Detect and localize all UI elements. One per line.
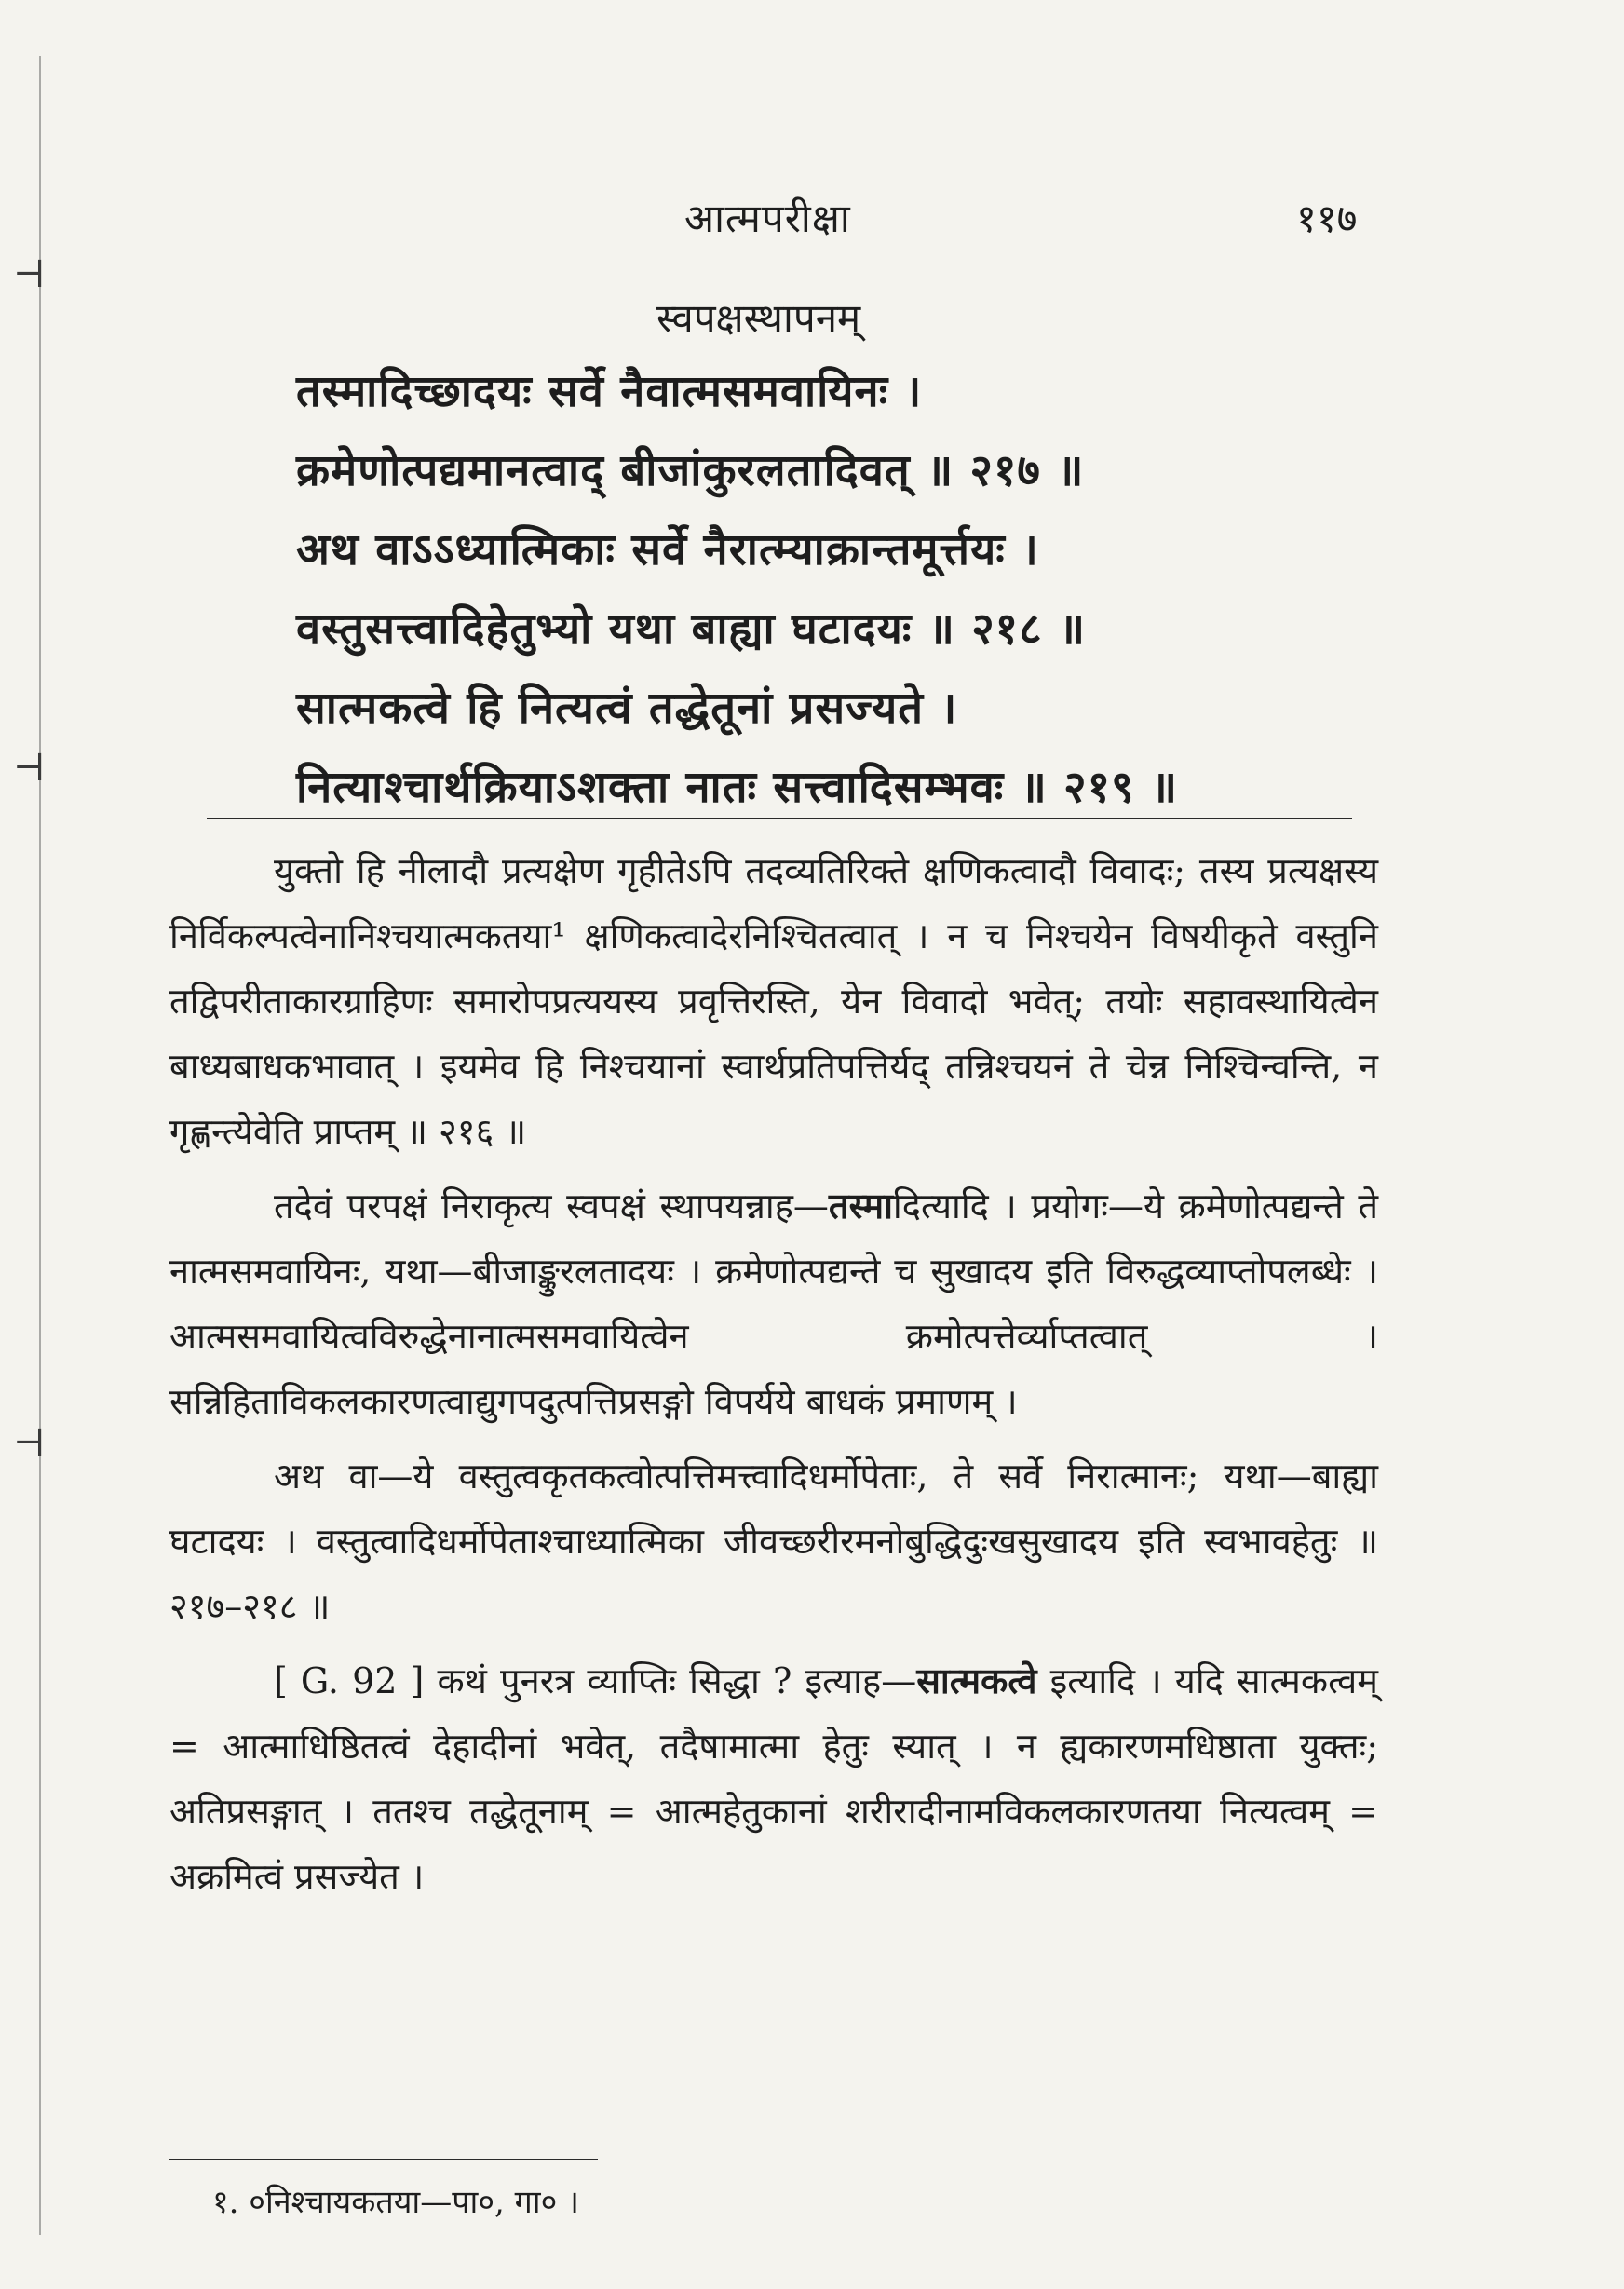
commentary-text: दित्यादि । प्रयोगः—ये क्रमेणोत्पद्यन्ते ते नात्मसमवायिनः, यथा—बीजाङ्कुरलतादयः । क्रमेणोत्पद्यन्ते च सुखादय इति विरुद्धव्याप्तोपलब्धेः । आत्मसमवायित्वविरुद्धेनानात्मसमवायित्वेन क्रमोत्पत्तेर्व्याप्तत्वात् । सन्निहिताविकलकारणत्वाद्युगपदुत्पत्तिप्रसङ्गो विपर्यये बाधकं प्रमाणम् । — [169, 1185, 1378, 1422]
verse-reference: तस्मा — [828, 1185, 893, 1226]
commentary-paragraph — [169, 1648, 1378, 1909]
commentary-paragraph: युक्तो हि नीलादौ प्रत्यक्षेण गृहीतेऽपि तदव्यतिरिक्ते क्षणिकत्वादौ विवादः; तस्य प्रत्यक्षस्य निर्विकल्पत्वेनानिश्चयात्मकतया¹ क्षणिकत्वादेरनिश्चितत्वात् । न च निश्चयेन विषयीकृते वस्तुनि तद्विपरीताकारग्राहिणः समारोपप्रत्ययस्य प्रवृत्तिरस्ति, येन विवादो भवेत्; तयोः सहावस्थायित्वेन बाध्यबाधकभावात् । इयमेव हि निश्चयानां स्वार्थप्रतिपत्तिर्यद् तन्निश्चयनं ते चेन्न निश्चिन्वन्ति, न गृह्णन्त्येवेति प्राप्तम् ॥ २१६ ॥ — [169, 850, 1378, 1152]
verse-line: सात्मकत्वे हि नित्यत्वं तद्धेतूनां प्रसज्यते । — [296, 683, 958, 734]
commentary-paragraph: अथ वा—ये वस्तुत्वकृतकत्वोत्पत्तिमत्त्वादिधर्मोपेताः, ते सर्वे निरात्मानः; यथा—बाह्या घटादयः । वस्तुत्वादिधर्मोपेताश्चाध्यात्मिका जीवच्छरीरमनोबुद्धिदुःखसुखादय इति स्वभावहेतुः ॥ २१७–२१८ ॥ — [169, 1456, 1378, 1627]
commentary-text: इत्यादि । यदि सात्मकत्वम् = आत्माधिष्ठितत्वं देहादीनां भवेत्, तदैषामात्मा हेतुः स्यात् । न ह्यकारणमधिष्ठाता युक्तः; अतिप्रसङ्गात् । ततश्च तद्धेतूनाम् = आत्महेतुकानां शरीरादीनामविकलकारणतया नित्यत्वम् = अक्रमित्वं प्रसज्येत । — [169, 1660, 1378, 1897]
commentary-text: तदेवं परपक्षं निराकृत्य स्वपक्षं स्थापयन्नाह— — [274, 1185, 829, 1226]
verse-line: नित्याश्चार्थक्रियाऽशक्ता नातः सत्त्वादिसम्भवः ॥ २१९ ॥ — [296, 762, 1178, 813]
binding-mark-icon: ⊣ — [13, 747, 46, 790]
footnote-divider — [169, 2159, 598, 2160]
commentary-paragraph — [169, 1173, 1378, 1434]
verse-divider — [207, 818, 1352, 819]
page-number: ११७ — [1296, 196, 1358, 241]
section-title: स्वपक्षस्थापनम् — [656, 295, 861, 341]
verse-line: क्रमेणोत्पद्यमानत्वाद् बीजांकुरलतादिवत् ॥ २१७ ॥ — [296, 445, 1085, 496]
binding-mark-icon: ⊣ — [13, 253, 46, 296]
binding-mark-icon: ⊣ — [13, 1422, 46, 1465]
verse-block — [296, 352, 1311, 827]
verse-line: तस्मादिच्छादयः सर्वे नैवात्मसमवायिनः । — [296, 366, 923, 417]
running-head: आत्मपरीक्षा — [684, 196, 851, 241]
binding-edge-line — [39, 56, 41, 2235]
commentary-block — [169, 838, 1378, 1909]
footnote: १. ०निश्चायकतया—पा०, गा० । — [212, 2184, 579, 2221]
page-reference: [ G. 92 ] — [274, 1660, 425, 1701]
commentary-text: कथं पुनरत्र व्याप्तिः सिद्धा ? इत्याह— — [424, 1660, 917, 1701]
verse-line: वस्तुसत्त्वादिहेतुभ्यो यथा बाह्या घटादयः ॥ २१८ ॥ — [296, 603, 1087, 655]
verse-line: अथ वाऽऽध्यात्मिकाः सर्वे नैरात्म्याक्रान्तमूर्त्तयः । — [296, 524, 1039, 576]
verse-reference: सात्मकत्वे — [916, 1659, 1037, 1701]
